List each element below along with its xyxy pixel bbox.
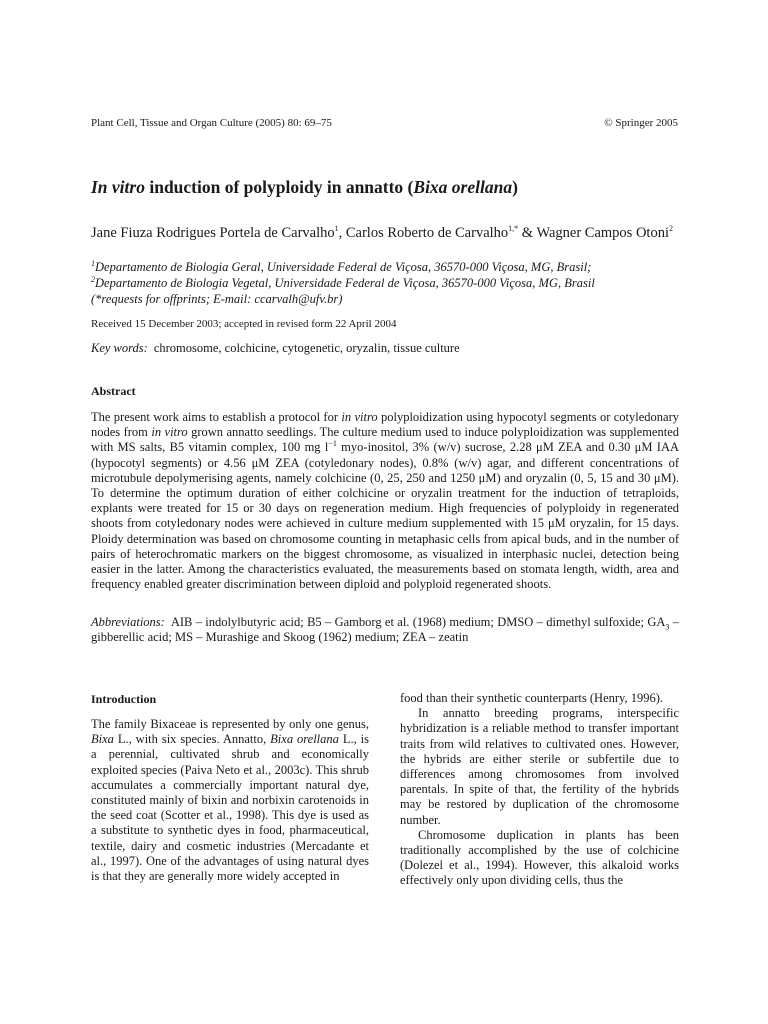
title-middle: induction of polyploidy in annatto ( — [144, 177, 414, 197]
title-suffix: ) — [512, 177, 518, 197]
received-dates: Received 15 December 2003; accepted in revised form 22 April 2004 — [91, 318, 397, 330]
intro-paragraph-3: Chromosome duplication in plants has been traditionally accomplished by the use of colchicine (Dolezel et al., 1994). However, this alkaloid works effectively only upon dividing cells, thus the — [400, 827, 679, 888]
introduction-heading: Introduction — [91, 692, 157, 706]
author-2: , Carlos Roberto de Carvalho — [338, 225, 509, 241]
introduction-right-column — [400, 691, 679, 889]
author-1: Jane Fiuza Rodrigues Portela de Carvalho — [91, 225, 335, 241]
title-in-vitro: In vitro — [91, 177, 145, 197]
title-species: Bixa orellana — [413, 177, 513, 197]
abbreviations: Abbreviations: AIB – indolylbutyric acid; B5 – Gamborg et al. (1968) medium; DMSO – dimethyl sulfoxide; $GA_3$ – gibberellic acid; MS – Murashige and Skoog (1962) medium; ZEA – zeatin — [91, 615, 679, 645]
keywords-label: Key words: — [91, 341, 148, 355]
intro-paragraph-1-continued: food than their synthetic counterparts (Henry, 1996). — [400, 691, 664, 705]
affiliation-1: $^1$Departamento de Biologia Geral, Universidade Federal de Viçosa, 36570-000 Viçosa, MG, Brasil; — [91, 258, 592, 274]
author-1-affil: 1 — [334, 224, 339, 234]
abstract-text: The present work aims to establish a protocol for in vitro polyploidization using hypocotyl segments or cotyledonary nodes from in vitro grown annatto seedlings. The culture medium used to induce polyploidization was supplemented with MS salts, B5 vitamin complex, 100 mg $l^{-1}$ myo-inositol, 3% (w/v) sucrose, 2.28 μM ZEA and 0.30 μM IAA (hypocotyl segments) or 4.56 μM ZEA (cotyledonary nodes), 0.8% (w/v) agar, and different concentrations of microtubule depolymerising agents, namely colchicine (0, 25, 250 and 1250 μM) and oryzalin (0, 5, 15 and 30 μM). To determine the optimum duration of either colchicine or oryzalin treatment for the induction of tetraploids, explants were treated for 15 or 30 days on regeneration medium. High frequencies of polyploidy in regenerated shoots from cotyledonary nodes were achieved in culture medium supplemented with 15 μM oryzalin, for 15 days. Ploidy determination was based on chromosome counting in metaphasic cells from apical buds, and in the number of pairs of heterochromatic markers on the biggest chromosome, as visualized in interphasic nuclei, detection being easier in the latter. Among the characteristics evaluated, the measurements based on stomata length, width, area and frequency enabled greater discrimination between diploid and polyploid regenerated shoots. — [91, 410, 680, 592]
affiliations — [91, 259, 683, 307]
correspondence: (*requests for offprints; E-mail: ccarvalh@ufv.br) — [91, 292, 343, 306]
introduction-left-column — [91, 717, 369, 884]
author-list — [91, 224, 683, 242]
copyright-notice: © Springer 2005 — [604, 117, 678, 129]
article-title — [91, 177, 518, 198]
author-3: & Wagner Campos Otoni — [518, 225, 669, 241]
abbreviations-label: Abbreviations: — [91, 615, 165, 629]
intro-paragraph-2: In annatto breeding programs, interspecific hybridization is a reliable method to transfer important traits from wild relatives to cultivated ones. However, the hybrids are either sterile or subfertile due to differences among chromosomes from involved parentals. In spite of that, the fertility of the hybrids may be restored by duplication of the chromosome number. — [400, 706, 679, 827]
abstract-heading: Abstract — [91, 384, 136, 398]
keywords — [91, 341, 460, 356]
affiliation-2: $^2$Departamento de Biologia Vegetal, Universidade Federal de Viçosa, 36570-000 Viçosa, MG, Brasil — [91, 274, 595, 290]
author-3-affil: 2 — [668, 224, 673, 234]
keywords-text: chromosome, colchicine, cytogenetic, oryzalin, tissue culture — [153, 341, 460, 355]
intro-paragraph-1: The family Bixaceae is represented by only one genus, Bixa L., with six species. Annatto, Bixa orellana L., is a perennial, cultivated shrub and economically exploited species (Paiva Neto et al., 2003c). This shrub accumulates a commercially important natural dye, constituted mainly of bixin and norbixin carotenoids in the seed coat (Scotter et al., 1998). This dye is used as a substitute to synthetic dyes in food, pharmaceutical, textile, dairy and cosmetic industries (Mercadante et al., 1997). One of the advantages of using natural dyes is that they are generally more widely accepted in — [91, 717, 369, 884]
author-2-affil: 1,* — [508, 224, 519, 234]
journal-citation: Plant Cell, Tissue and Organ Culture (2005) 80: 69–75 — [91, 117, 332, 129]
